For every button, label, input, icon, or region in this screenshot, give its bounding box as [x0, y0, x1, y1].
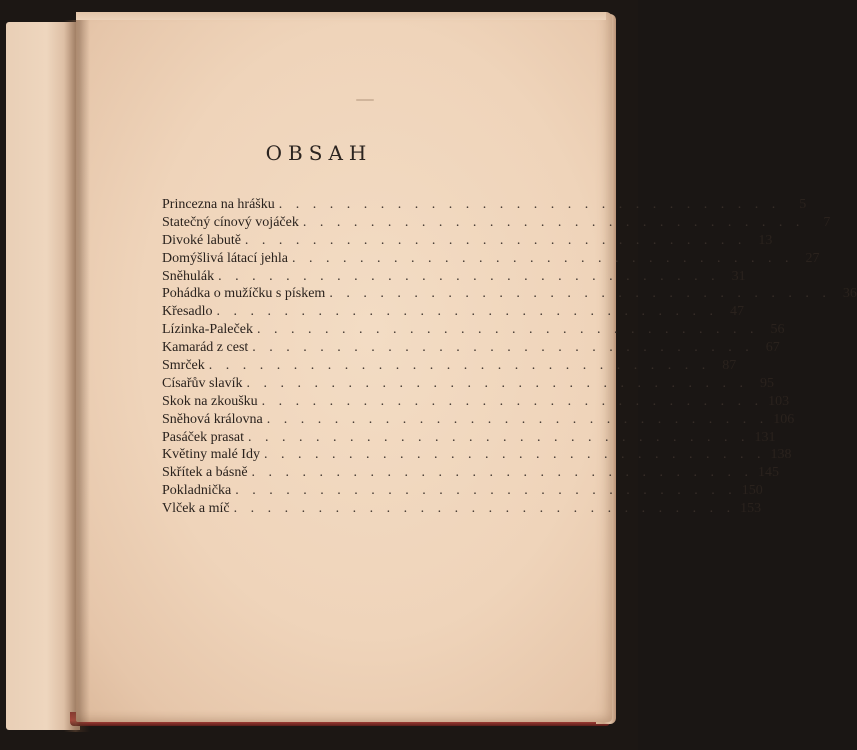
toc-entry-title: Lízinka-Paleček — [162, 322, 253, 338]
toc-entry — [162, 303, 745, 321]
toc-entry — [162, 411, 795, 429]
toc-entry-title: Pasáček prasat — [162, 429, 245, 445]
toc-entry-page: 13 — [758, 232, 773, 248]
toc-leader-dots: . . . . . . . . . . . . . . . . . . . . . . . . . . . . . . — [329, 286, 831, 302]
toc-leader-dots: . . . . . . . . . . . . . . . . . . . . . . . . . . . . . . — [208, 358, 711, 374]
toc-entry-title: Smrček — [162, 358, 205, 374]
toc-entry-title: Skřítek a básně — [162, 465, 248, 481]
toc-entry — [162, 321, 785, 339]
toc-entry-page: 56 — [770, 322, 785, 338]
toc-entry-page: 103 — [768, 393, 790, 409]
toc-entry-page: 5 — [799, 197, 807, 212]
toc-leader-dots: . . . . . . . . . . . . . . . . . . . . . . . . . . . . . . — [233, 501, 736, 517]
toc-entry — [162, 357, 737, 375]
toc-entry-page: 131 — [754, 429, 776, 445]
toc-entry-title: Křesadlo — [162, 304, 213, 320]
toc-entry — [162, 375, 774, 393]
toc-entry-page: 106 — [773, 411, 795, 427]
toc-entry-title: Kamarád z cest — [162, 340, 249, 356]
toc-leader-dots: . . . . . . . . . . . . . . . . . . . . . . . . . . . . . . — [218, 268, 720, 284]
paper-speck — [356, 99, 374, 101]
toc-entry-title: Domýšlivá látací jehla — [162, 250, 288, 266]
toc-entry — [162, 285, 857, 303]
toc-entry — [162, 482, 763, 500]
toc-leader-dots: . . . . . . . . . . . . . . . . . . . . . . . . . . . . . . — [252, 340, 754, 356]
toc-entry — [162, 393, 790, 411]
toc-leader-dots: . . . . . . . . . . . . . . . . . . . . . . . . . . . . . . — [266, 411, 769, 427]
toc-leader-dots: . . . . . . . . . . . . . . . . . . . . . . . . . . . . . . — [302, 214, 805, 230]
toc-entry — [162, 214, 831, 232]
toc-leader-dots: . . . . . . . . . . . . . . . . . . . . . . . . . . . . . . — [248, 429, 750, 445]
toc-entry — [162, 429, 776, 447]
toc-leader-dots: . . . . . . . . . . . . . . . . . . . . . . . . . . . . . . — [246, 375, 748, 391]
toc-leader-dots: . . . . . . . . . . . . . . . . . . . . . . . . . . . . . . — [235, 483, 737, 499]
toc-leader-dots: . . . . . . . . . . . . . . . . . . . . . . . . . . . . . . — [263, 447, 766, 463]
toc-entry-title: Pohádka o mužíčku s pískem — [162, 286, 326, 302]
toc-entry-page: 36 — [842, 286, 857, 302]
toc-entry-title: Pokladnička — [162, 483, 232, 499]
toc-entry-title: Císařův slavík — [162, 375, 243, 391]
toc-entry-title: Skok na zkoušku — [162, 393, 258, 409]
toc-leader-dots: . . . . . . . . . . . . . . . . . . . . . . . . . . . . . . — [278, 197, 781, 212]
toc-entry-title: Květiny malé Idy — [162, 447, 260, 463]
toc-entry — [162, 500, 762, 518]
toc-entry — [162, 446, 792, 464]
toc-entry-page: 153 — [740, 501, 762, 517]
toc-leader-dots: . . . . . . . . . . . . . . . . . . . . . . . . . . . . . . — [244, 232, 747, 248]
toc-entry-page: 27 — [805, 250, 820, 266]
toc-leader-dots: . . . . . . . . . . . . . . . . . . . . . . . . . . . . . . — [261, 393, 764, 409]
table-of-contents — [162, 196, 857, 518]
toc-entry-title: Divoké labutě — [162, 232, 241, 248]
toc-entry-page: 47 — [730, 304, 745, 320]
page-edge-top — [76, 12, 606, 20]
toc-entry — [162, 196, 807, 214]
toc-entry-title: Princezna na hrášku — [162, 197, 275, 212]
toc-entry-page: 7 — [823, 214, 831, 230]
toc-entry — [162, 250, 820, 268]
toc-leader-dots: . . . . . . . . . . . . . . . . . . . . . . . . . . . . . . — [251, 465, 754, 481]
toc-entry — [162, 464, 780, 482]
toc-entry-page: 150 — [741, 483, 763, 499]
toc-entry-title: Sněhulák — [162, 268, 215, 284]
toc-entry-page: 87 — [722, 358, 737, 374]
toc-leader-dots: . . . . . . . . . . . . . . . . . . . . . . . . . . . . . . — [216, 304, 719, 320]
toc-entry-page: 67 — [765, 340, 780, 356]
toc-entry-page: 95 — [760, 375, 774, 391]
toc-entry-title: Sněhová královna — [162, 411, 263, 427]
toc-leader-dots: . . . . . . . . . . . . . . . . . . . . . . . . . . . . . . — [256, 322, 759, 338]
toc-entry — [162, 268, 746, 286]
book-gutter — [64, 20, 90, 732]
toc-entry — [162, 339, 780, 357]
toc-entry-page: 138 — [770, 447, 792, 463]
page-title: OBSAH — [265, 141, 373, 165]
toc-entry-page: 145 — [758, 465, 780, 481]
toc-leader-dots: . . . . . . . . . . . . . . . . . . . . . . . . . . . . . . — [291, 250, 794, 266]
toc-entry — [162, 232, 773, 250]
toc-entry-page: 31 — [731, 268, 746, 284]
toc-entry-title: Statečný cínový vojáček — [162, 214, 299, 230]
toc-entry-title: Vlček a míč — [162, 501, 230, 517]
